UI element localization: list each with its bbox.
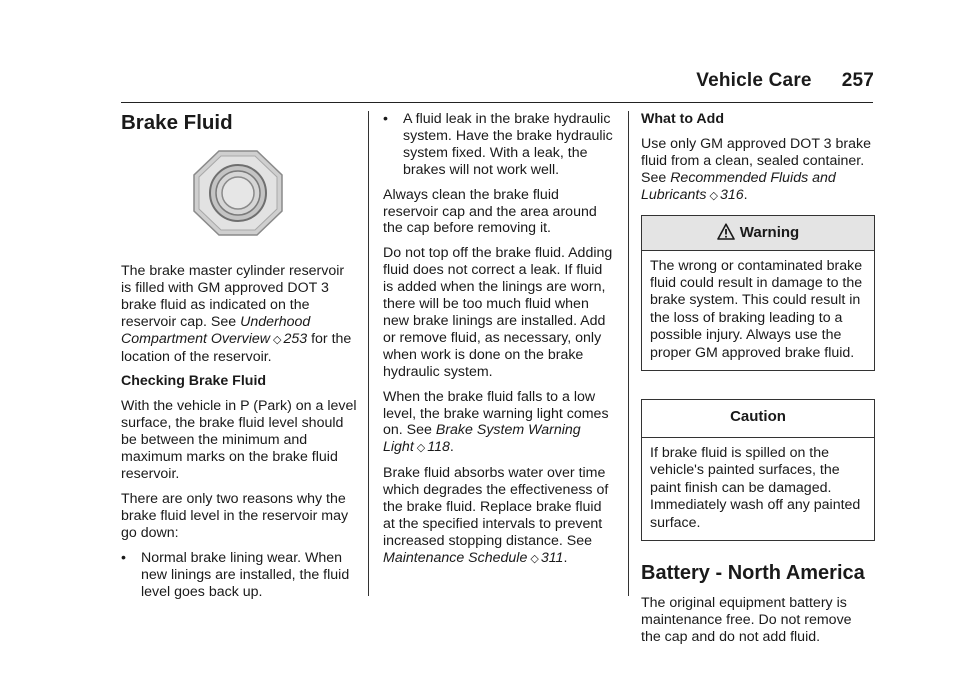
column-2 <box>383 111 615 576</box>
warning-body: The wrong or contaminated brake fluid could result in damage to the brake system. This could result in the loss of braking leading to a possible injury. Always use the proper GM approved brake fluid. <box>650 257 863 361</box>
what-to-add-paragraph: Use only GM approved DOT 3 brake fluid from a clean, sealed container. See Recommended Fluids and Lubricants ◇ 316. <box>641 136 871 203</box>
page-ref-arrow-icon: ◇ <box>416 442 426 455</box>
subhead-what-to-add: What to Add <box>641 111 724 127</box>
header-page-number: 257 <box>841 70 874 91</box>
caution-box <box>641 399 875 541</box>
bullet-icon: • <box>383 111 388 127</box>
link-recommended-fluids[interactable]: Recommended Fluids and Lubricants <box>641 169 836 203</box>
section-title-battery: Battery - North America <box>641 561 865 584</box>
warning-header <box>642 216 874 251</box>
bullet-icon: • <box>121 549 126 566</box>
bullet-item-lining-wear: • Normal brake lining wear. When new linings are installed, the fluid level goes back up. <box>121 549 350 600</box>
warning-box <box>641 215 875 371</box>
page-ref-316[interactable]: 316 <box>719 186 744 203</box>
brake-fluid-cap-figure <box>121 149 357 253</box>
page-header <box>696 70 874 92</box>
absorbs-water-paragraph: Brake fluid absorbs water over time which degrades the effectiveness of the brake fluid. Replace brake fluid at the specified intervals to prevent increased stopping distance. See Maintenance Schedule ◇ 311. <box>383 465 609 566</box>
brake-fluid-cap-icon <box>192 149 284 237</box>
clean-cap-paragraph: Always clean the brake fluid reservoir cap and the area around the cap before removing it. <box>383 186 597 237</box>
section-title-brake-fluid: Brake Fluid <box>121 111 233 134</box>
header-section-title: Vehicle Care <box>696 70 812 91</box>
column-divider-2 <box>628 111 629 596</box>
no-top-off-paragraph: Do not top off the brake fluid. Adding fluid does not correct a leak. If fluid is added when the linings are worn, there will be too much fluid when new brake linings are installed. Add or remove fluid, as necessary, only when work is done on the brake hydraulic system. <box>383 245 613 380</box>
warning-title: Warning <box>739 223 800 241</box>
page-ref-arrow-icon: ◇ <box>530 552 539 565</box>
reservoir-intro-paragraph: The brake master cylinder reservoir is filled with GM approved DOT 3 brake fluid as indicated on the reservoir cap. See Underhood Compartment Overview ◇ 253 for the location of the reservoir. <box>121 263 352 365</box>
column-3 <box>641 111 875 654</box>
page-ref-253[interactable]: 253 <box>283 330 308 347</box>
page-ref-118[interactable]: 118 <box>427 439 450 456</box>
column-divider-1 <box>368 111 369 596</box>
link-brake-system-warning-light[interactable]: Brake System Warning Light <box>383 422 581 456</box>
caution-header: Caution <box>642 400 874 438</box>
warning-light-paragraph: When the brake fluid falls to a low level, the brake warning light comes on. See Brake System Warning Light ◇ 118. <box>383 388 609 456</box>
bullet-item-fluid-leak: • A fluid leak in the brake hydraulic system. Have the brake hydraulic system fixed. With a leak, the brakes will not work well. <box>383 111 613 178</box>
caution-body: If brake fluid is spilled on the vehicle's painted surfaces, the paint finish can be damaged. Immediately wash off any painted surface. <box>650 444 861 531</box>
subhead-checking-brake-fluid: Checking Brake Fluid <box>121 373 267 390</box>
header-rule <box>121 102 873 103</box>
link-maintenance-schedule[interactable]: Maintenance Schedule <box>383 549 528 566</box>
page-ref-311[interactable]: 311 <box>540 549 564 566</box>
column-1 <box>121 111 357 608</box>
page-ref-arrow-icon: ◇ <box>709 189 718 202</box>
reasons-paragraph: There are only two reasons why the brake fluid level in the reservoir may go down: <box>121 490 349 541</box>
battery-paragraph: The original equipment battery is maintenance free. Do not remove the cap and do not add fluid. <box>641 594 852 645</box>
page-ref-arrow-icon: ◇ <box>273 333 282 346</box>
link-underhood-compartment[interactable]: Underhood Compartment Overview <box>121 313 311 347</box>
warning-icon <box>717 223 735 240</box>
checking-paragraph: With the vehicle in P (Park) on a level surface, the brake fluid level should be between the minimum and maximum marks on the brake fluid reservoir. <box>121 398 357 483</box>
